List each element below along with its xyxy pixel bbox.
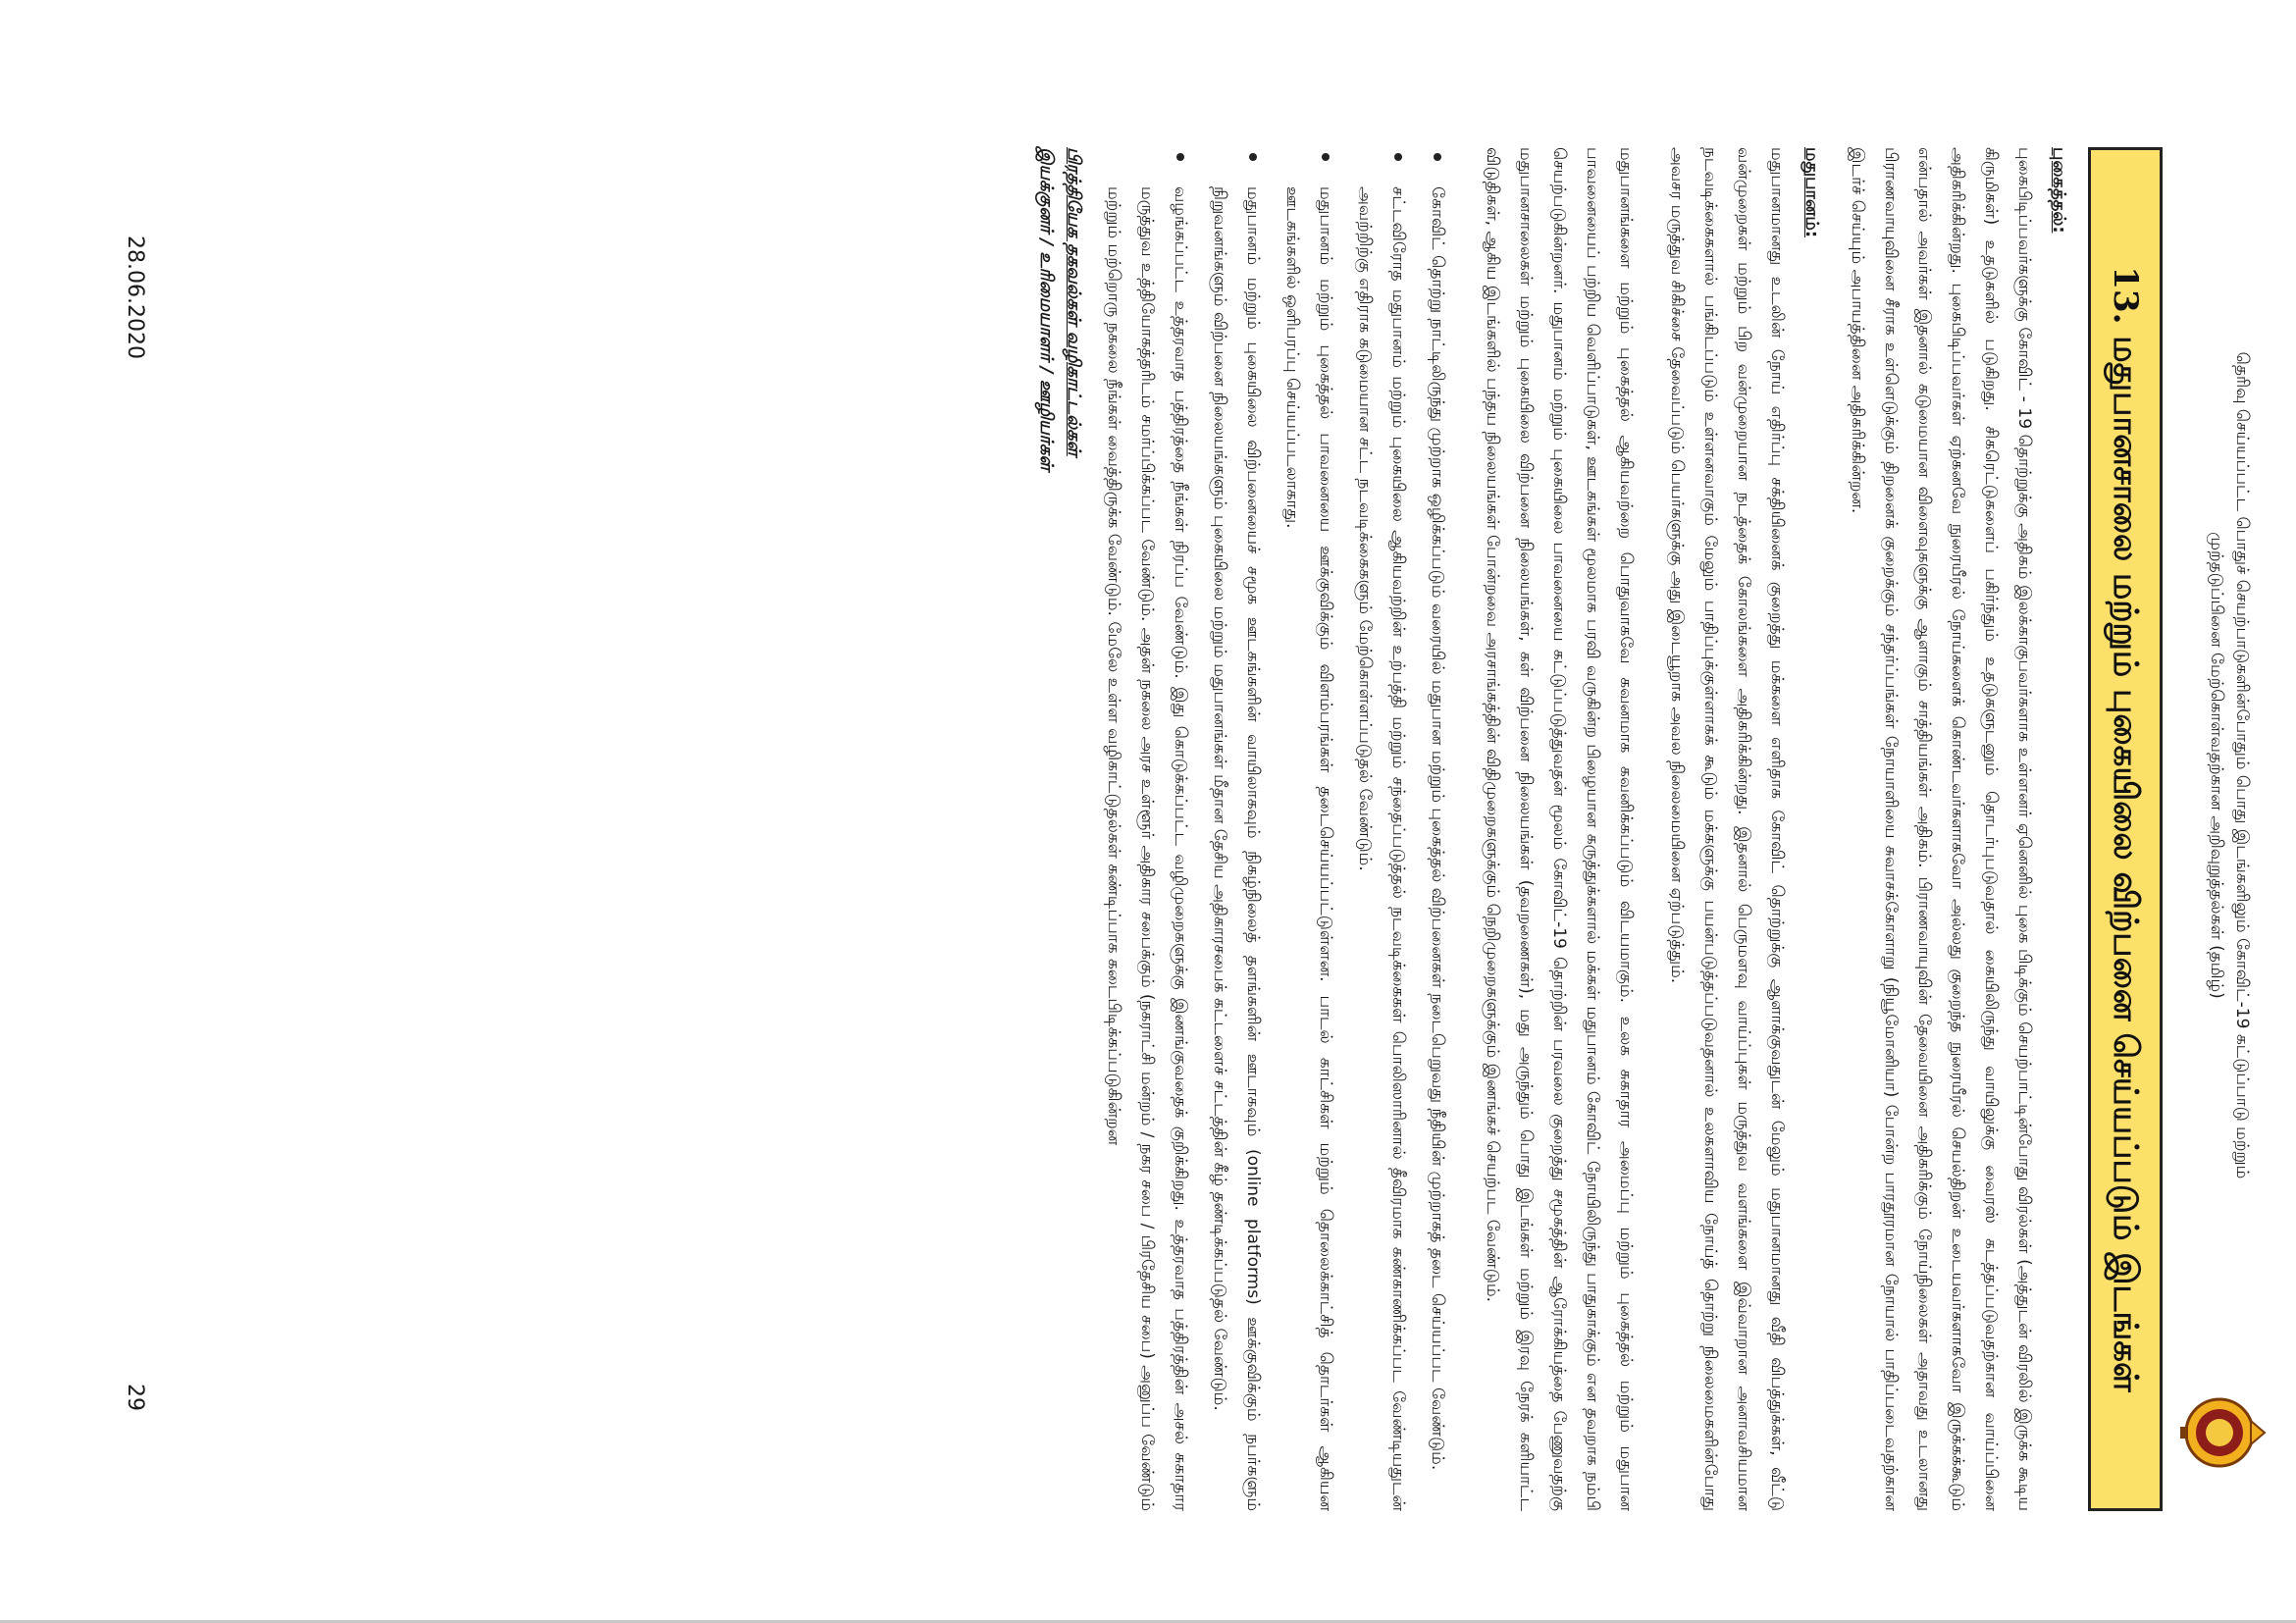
responsibility-line-2: இயக்குனர் / உரிமையாளர் / ஊழியர்கள் — [1036, 147, 1057, 471]
list-item — [1421, 147, 1454, 1511]
header-line-2: முற்தடுப்பினை மேற்கொள்வதற்கான அறிவுறுத்தல்கள் (தமிழ்) — [2207, 532, 2226, 999]
paragraph-alcohol: மதுபானமானது உடலின் நோய் எதிர்ப்பு சக்தியினைக் குறைத்து மக்களை எளிதாக கோவிட் தொற்றுக்கு ஆளாக்குவதுடன் மேலும் மதுபானமானது வீதி விபத்துக்கள், வீட்டு வன்முறைகள் மற்றும் பிற வன்முறையான நடத்தைக் கோலங்களை அதிகரிக்கின்றது. இதனால் பெருமளவு வாய்ப்புகள் மருத்துவ வளங்களை இவ்வாறான அனாவசியமான நடவடிக்கைகளால் பங்கிடப்படும் உள்ளனவாகும் மேலும் பாதிப்புக்குள்ளாகக் கூடும் மக்களுக்கு பயன்படுத்தப்படுவதனால் உலகளாவிய நோய்த் தொற்று நிலைமைகளின்போது அவசர மருத்துவ சிகிச்சை தேவைப்படும் பெயர்களுக்கு அது இடையூறாக அவல நிலைமையினை ஏற்படுத்தும். — [1667, 147, 1787, 1511]
list-item — [1097, 147, 1197, 1511]
paragraph-smoking: புகைபிடிப்பவர்களுக்கு கோவிட் - 19 தொற்றுக்கு அதிகம் இலக்காகுபவர்களாக உள்ளனர் ஏனெனில் புகை பிடிக்கும் செயற்பாட்டின்போது விரல்கள் (அத்துடன் விரலில் இருக்க கூடிய கிருமிகள்) உதடுகளில் படுகிறது. சிகரெட்டுகளைப் பகிர்ந்தும் உதடுகளுடனும் தொடர்புபடுவதால் கையிலிருந்து வாயிலுக்கு வைரஸ் கடத்தப்படுவதற்கான வாய்ப்பினை அதிகரிக்கின்றது. புகைபிடிப்பவர்கள் ஏற்கனவே நுரையீரல் நோய்களைக் கொண்டவர்களாகவோ அல்லது குறைந்த நுரையீரல் செயல்திறன் உடையவர்களாகவோ இருக்கக்கூடும் என்பதால் அவர்கள் இதனால் கடுமையான விளைவுகளுக்கு ஆளாகும் சாத்தியங்கள் அதிகம். பிராணவாயுவின் தேவையினை அதிகரிக்கும் நோய்நிலைகள் அதாவது உடலானது பிராணவாயுவினை சீராக உள்ளெடுக்கும் திறனைக் குறைக்கும் சந்தர்ப்பங்கள் நோயாளியை சுவாசக்கோளாறு (நியூமோனியா) போன்ற பாரதூரமான நோயால் பாதிப்படைவதற்கான இடர்ச் செய்யும் அபாயத்தினை அதிகரிக்கின்றன. — [1848, 147, 2034, 1511]
list-item — [1203, 147, 1270, 1511]
list-item — [1348, 147, 1415, 1511]
paragraph-general: மதுபானங்களை மற்றும் புகைத்தல் ஆகியவற்றை பொதுவாகவே கவனமாக கவனிக்கப்படும் விடயமாகும். உலக சுகாதார அமைப்பு மற்றும் புகைத்தல் மற்றும் மதுபான பாவனையைப் பற்றிய வெளிப்பாடுகள், ஊடகங்கள் மூலமாக பரவி வருகின்ற பிழையான கருத்துக்களால் மக்கள் மதுபானம் கோவிட் நோயிலிருந்து பாதுகாக்கும் என தவறாக நம்பி செயற்படுகின்றனர். மதுபானம் மற்றும் புகையிலை பாவனையை கட்டுப்படுத்துவதன் மூலம் கோவிட்-19 தொற்றின் பரவலை குறைத்து சமூகத்தின் ஆரோக்கியத்தை பேணுவதற்கு மதுபானசாலைகள் மற்றும் புகையிலை விற்பனை நிலையங்கள், கள் விற்பனை நிலையங்கள் (தவறணைகள்), மது அருந்தும் பொது இடங்கள் மற்றும் இரவு நேரக் களியாட்ட விடுதிகள், ஆகிய இடங்களில் பந்தய நிலையங்கள் போன்றவை அரசாங்கத்தின் விதிமுறைகளுக்கும் நெறிமுறைகளுக்கும் இணங்கச் செயற்பட வேண்டும். — [1483, 147, 1636, 1511]
page-header — [2168, 147, 2267, 1511]
section-title: 13. மதுபானசாலை மற்றும் புகையிலை விற்பனை செய்யப்படும் இடங்கள் — [2088, 147, 2163, 1511]
bullet-icon — [1249, 153, 1257, 161]
page-date: 28.06.2020 — [123, 236, 147, 359]
section-heading-alcohol: மதுபானம்: — [1801, 147, 1822, 238]
guideline-list — [1097, 147, 1454, 1511]
header-line-1: தெரிவு செய்யப்பட்ட பொதுச் செயற்பாடுகளின்போதும் பொது இடங்களிலும் கோவிட்-19 கட்டுப்பாடு மற்றும் — [2232, 351, 2252, 1179]
sri-lanka-emblem-icon — [2178, 1393, 2267, 1472]
responsibility-line-1: பிரத்தியேக தகவல்கள் வழிகாட்டல்கள் — [1064, 147, 1084, 456]
list-item-text: மதுபானம் மற்றும் புகைத்தல் பாவனையை ஊக்குவிக்கும் விளம்பரங்கள் தடைசெய்யப்பட்டுள்ளன. பாடல் காட்சிகள் மற்றும் தொலைக்காட்சித் தொடர்கள் ஆகியன ஊடகங்களில் ஒளிபரப்பு செய்யப்படலாகாது. — [1282, 186, 1335, 1511]
list-item-text: மதுபானம் மற்றும் புகையிலை விற்பனையைச் சமூக ஊடகங்களின் வாயிலாகவும் நிகழ்நிலைத் தளங்களின் ஊடாகவும் (online platforms) ஊக்குவிக்கும் நபர்களும் நிறுவனங்களும் விற்பனை நிலையங்களும் புகையிலை மற்றும் மதுபானங்கள் மீதான தேசிய அதிகாரசபைக் கட்டளைச் சட்டத்தின் கீழ் தண்டிக்கப்படுதல் வேண்டும். — [1210, 186, 1263, 1511]
header-text — [2204, 196, 2255, 1335]
section-general — [1476, 147, 1643, 1511]
section-heading-smoking: புகைத்தல்: — [2049, 147, 2069, 234]
page-content — [1032, 147, 2267, 1511]
list-item-text: சட்டவிரோத மதுபானம் மற்றும் புகையிலை ஆகியவற்றின் உற்பத்தி மற்றும் சந்தைப்படுத்தல் நடவடிக்கைகள் பொலிஸாரினால் தீவிரமாக கண்காணிக்கப்பட வேண்டியதுடன் அவற்றிற்கு எதிராக கடுமையான சட்ட நடவடிக்கைகளும் மேற்கொள்ளப்படுதல் வேண்டும். — [1355, 186, 1408, 1511]
list-item-text: கோவிட் தொற்று நாட்டிலிருந்து முற்றாக ஒழிக்கப்படும் வரையில் மதுபான மற்றும் புகைத்தல் விற்பனைகள் நடைபெறுவது நீதியின் முற்றாகத் தடை செய்யப்பட வேண்டும். — [1428, 186, 1447, 1471]
bullet-icon — [1322, 153, 1330, 161]
list-item — [1276, 147, 1342, 1511]
section-alcohol — [1660, 147, 1825, 1511]
bullet-icon — [1176, 153, 1184, 161]
responsibility-heading — [1032, 147, 1087, 1511]
bullet-icon — [1394, 153, 1402, 161]
bullet-icon — [1434, 153, 1441, 161]
section-smoking — [1841, 147, 2072, 1511]
list-item-text: வழங்கப்பட்ட உத்தரவாத பத்திரத்தை நீங்கள் நிரப்ப வேண்டும். இது கொடுக்கப்பட்ட வழிமுறைகளுக்கு இணங்குவதைக் குறிக்கிறது. உத்தரவாத பத்திரத்தின் அசல் சுகாதார மருத்துவ உத்தியோகத்தரிடம் சமர்ப்பிக்கப்பட வேண்டும். அதன் நகலை அரச உள்ளூர் அதிகார சபைக்கும் (நகராட்சி மன்றம் / நகர சபை / பிரதேசிய சபை) அனுப்ப வேண்டும் மற்றும் மற்றொரு நகலை நீங்கள் வைத்திருக்க வேண்டும். மேலே உள்ள வழிகாட்டுதல்கள் கண்டிப்பாக கடைபிடிக்கப்படுகின்றன — [1104, 186, 1190, 1511]
page-number: 29 — [123, 1384, 147, 1411]
